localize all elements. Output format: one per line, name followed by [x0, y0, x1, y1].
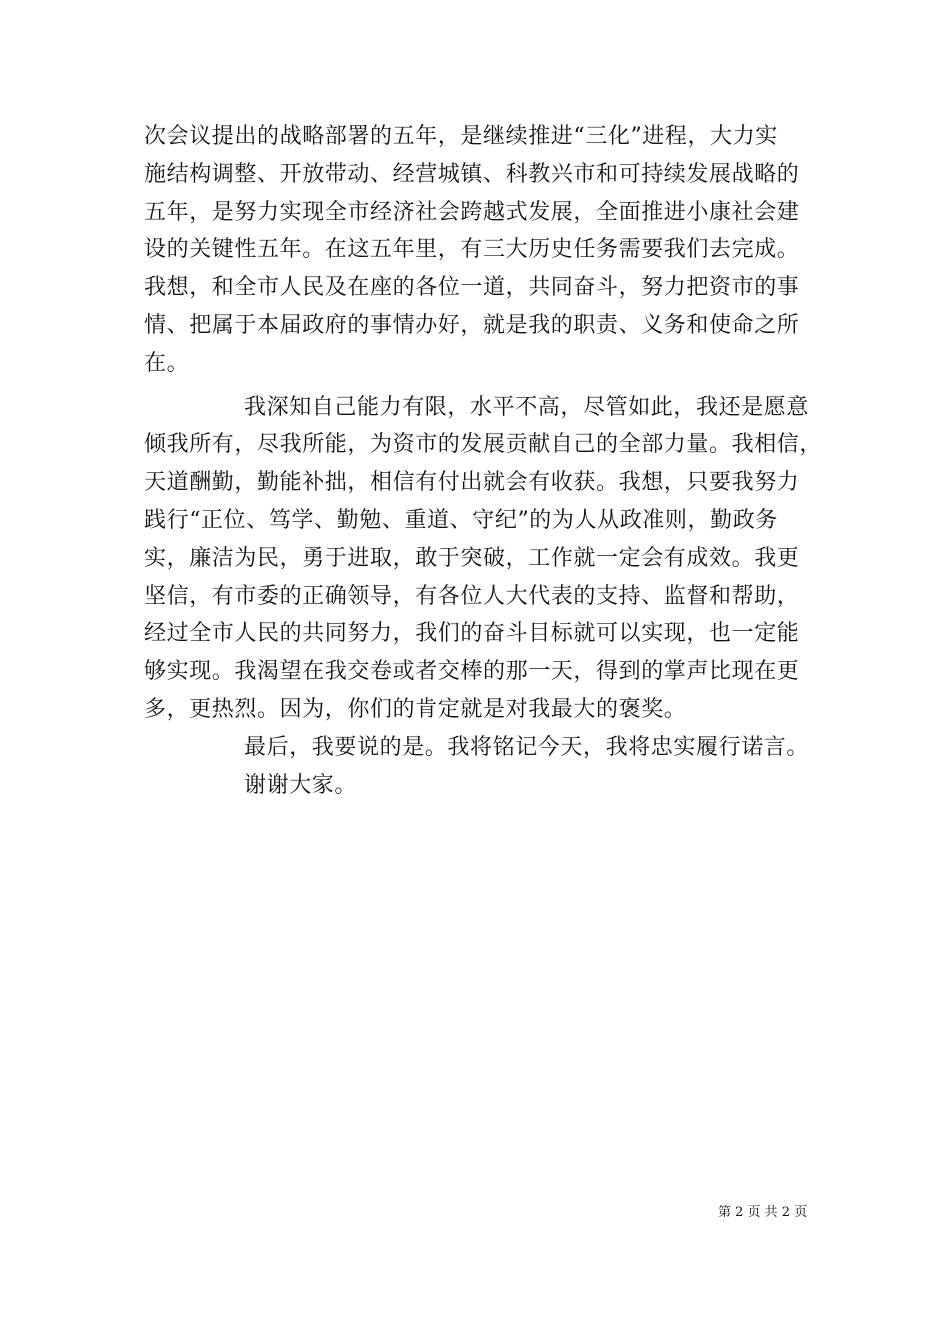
- text-line: 倾我所有，尽我所能，为资市的发展贡献自己的全部力量。我相信，: [144, 432, 823, 458]
- page-footer: 第 2 页 共 2 页: [718, 1205, 808, 1220]
- text-line: 在。: [144, 350, 190, 376]
- text-line: 我想，和全市人民及在座的各位一道，共同奋斗，努力把资市的事: [144, 275, 800, 301]
- paragraph: 最后，我要说的是。我将铭记今天，我将忠实履行诺言。: [244, 734, 810, 760]
- text-line: 设的关键性五年。在这五年里，有三大历史任务需要我们去完成。: [144, 237, 800, 263]
- text-line: 情、把属于本届政府的事情办好，就是我的职责、义务和使命之所: [144, 312, 800, 338]
- text-line: 次会议提出的战略部署的五年，是继续推进“三化”进程，大力实: [144, 124, 778, 149]
- text-line: 坚信，有市委的正确领导，有各位人大代表的支持、监督和帮助，: [144, 583, 800, 609]
- paragraph: [144, 389, 823, 729]
- text-line: 我深知自己能力有限，水平不高，尽管如此，我还是愿意: [244, 394, 810, 420]
- text-line: 多，更热烈。因为，你们的肯定就是对我最大的褒奖。: [144, 696, 687, 722]
- paragraph: 谢谢大家。: [244, 772, 358, 798]
- text-line: 践行“正位、笃学、勤勉、重道、守纪”的为人从政准则，勤政务: [144, 507, 778, 533]
- paragraph: [144, 118, 812, 383]
- text-line: 实，廉洁为民，勇于进取，敢于突破，工作就一定会有成效。我更: [144, 545, 800, 571]
- text-line: 够实现。我渴望在我交卷或者交棒的那一天，得到的掌声比现在更: [144, 659, 800, 685]
- text-line: 五年，是努力实现全市经济社会跨越式发展，全面推进小康社会建: [144, 199, 800, 225]
- text-line: 经过全市人民的共同努力，我们的奋斗目标就可以实现，也一定能: [144, 621, 800, 647]
- document-body: [144, 118, 823, 804]
- text-line: 施结构调整、开放带动、经营城镇、科教兴市和可持续发展战略的: [144, 161, 800, 187]
- text-line: 天道酬勤，勤能补拙，相信有付出就会有收获。我想，只要我努力: [144, 470, 800, 496]
